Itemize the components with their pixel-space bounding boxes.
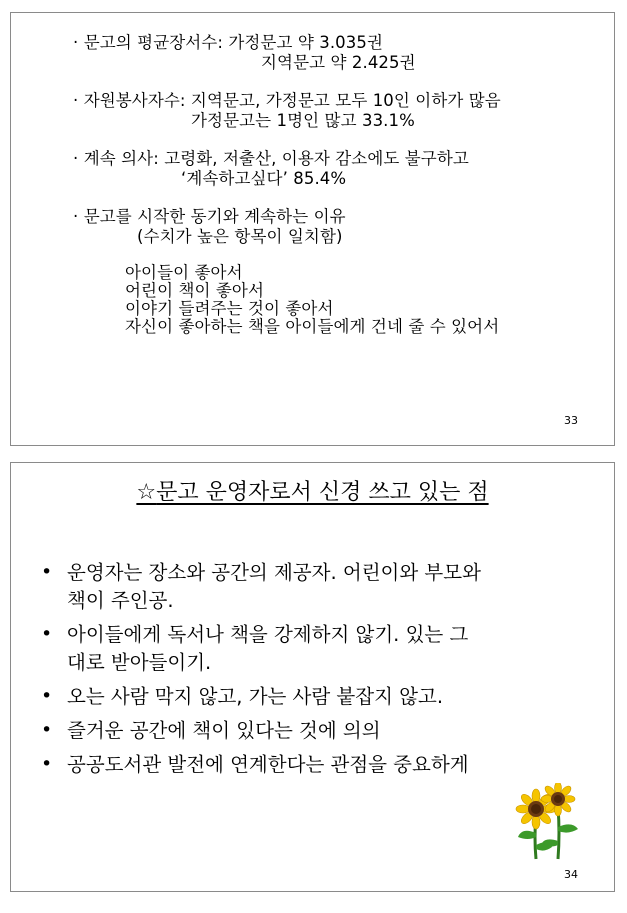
bullet-icon: • [41, 685, 53, 707]
reason-item: 어린이 책이 좋아서 [125, 281, 265, 300]
stat-continue-intent: · 계속 의사: 고령화, 저출산, 이용자 감소에도 불구하고 [73, 149, 469, 168]
page-number: 34 [564, 868, 578, 881]
stat-volunteers-home: 가정문고는 1명인 많고 33.1% [191, 111, 415, 130]
page-number: 33 [564, 414, 578, 427]
slide-34 [10, 462, 615, 892]
bullet-icon: • [41, 623, 53, 645]
stat-motivation-note: (수치가 높은 항목이 일치함) [137, 227, 343, 246]
bullet-icon: • [41, 561, 53, 583]
bullet-line: 책이 주인공. [67, 589, 174, 612]
stat-continue-value: ‘계속하고싶다’ 85.4% [181, 169, 347, 188]
bullet-line: 오는 사람 막지 않고, 가는 사람 붙잡지 않고. [67, 685, 444, 708]
stat-avg-books-local: 지역문고 약 2.425권 [261, 53, 416, 72]
bullet-line: 대로 받아들이기. [67, 651, 212, 674]
sunflower-icon [514, 783, 584, 861]
reason-item: 자신이 좋아하는 책을 아이들에게 건네 줄 수 있어서 [125, 317, 500, 336]
stat-motivation: · 문고를 시작한 동기와 계속하는 이유 [73, 207, 346, 226]
title-text: 문고 운영자로서 신경 쓰고 있는 점 [156, 480, 489, 505]
stat-avg-books: · 문고의 평균장서수: 가정문고 약 3.035권 [73, 33, 384, 52]
bullet-line: 공공도서관 발전에 연계한다는 관점을 중요하게 [67, 753, 469, 776]
bullet-line: 운영자는 장소와 공간의 제공자. 어린이와 부모와 [67, 561, 481, 584]
reason-item: 아이들이 좋아서 [125, 263, 243, 282]
bullet-icon: • [41, 719, 53, 741]
star-icon: ☆ [136, 480, 157, 505]
slide-33 [10, 12, 615, 446]
slide-title [11, 478, 614, 508]
bullet-icon: • [41, 753, 53, 775]
bullet-line: 즐거운 공간에 책이 있다는 것에 의의 [67, 719, 381, 742]
reason-item: 이야기 들려주는 것이 좋아서 [125, 299, 334, 318]
stat-volunteers: · 자원봉사자수: 지역문고, 가정문고 모두 10인 이하가 많음 [73, 91, 501, 110]
bullet-line: 아이들에게 독서나 책을 강제하지 않기. 있는 그 [67, 623, 469, 646]
